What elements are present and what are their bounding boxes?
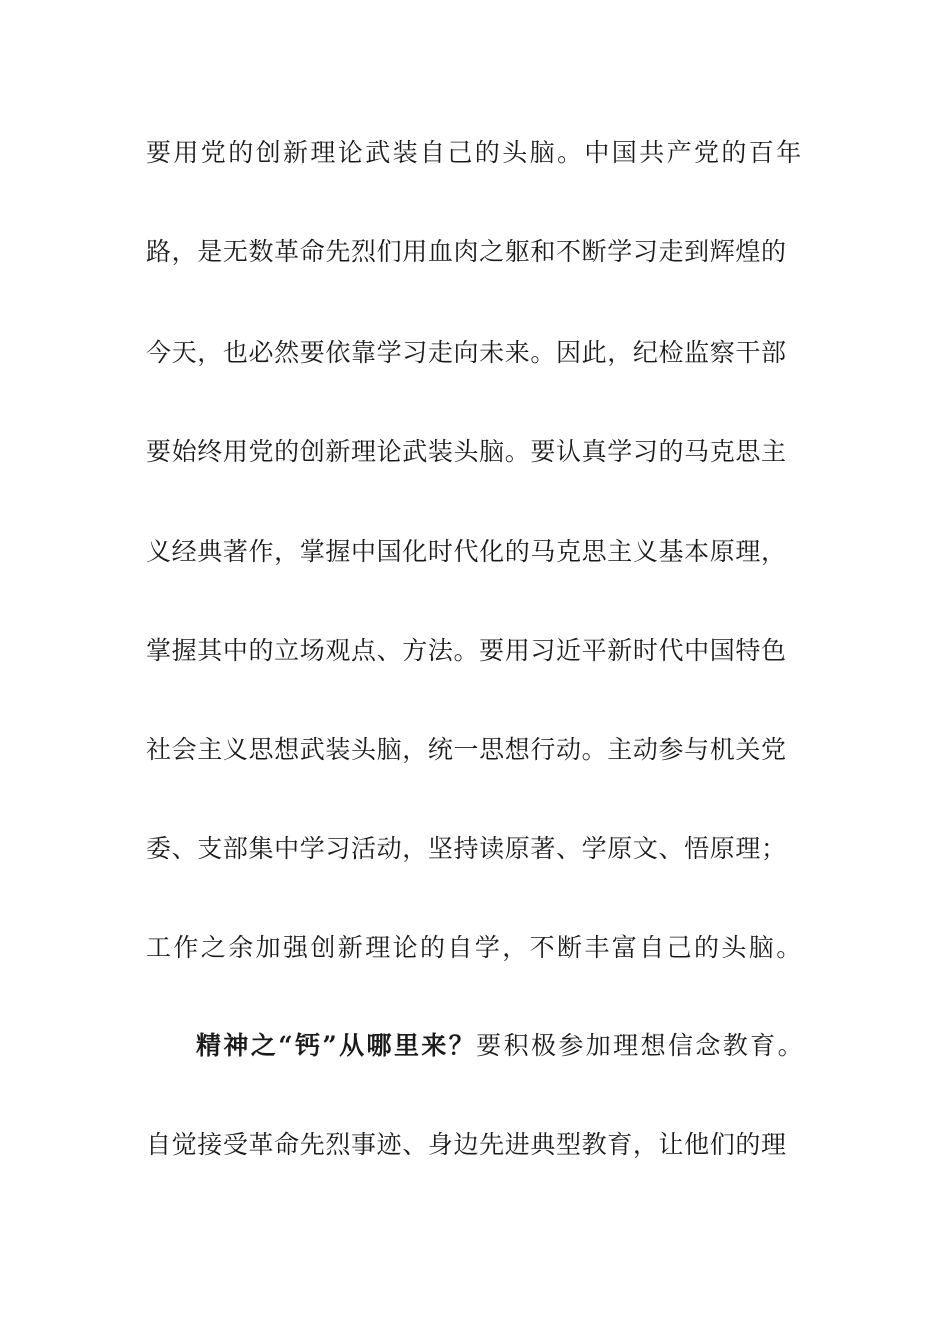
paragraph-heading: 精神之“钙”从哪里来？ — [196, 1031, 477, 1060]
paragraph-first-line — [196, 1029, 805, 1063]
text-line: 掌握其中的立场观点、方法。要用习近平新时代中国特色 — [146, 636, 786, 665]
text-line: 工作之余加强创新理论的自学，不断丰富自己的头脑。 — [146, 933, 804, 962]
paragraph-text: 要积极参加理想信念教育。 — [476, 1031, 805, 1060]
text-line: 路，是无数革命先烈们用血肉之躯和不断学习走到辉煌的 — [146, 237, 786, 266]
text-line: 自觉接受革命先烈事迹、身边先进典型教育，让他们的理 — [146, 1130, 786, 1159]
text-line: 社会主义思想武装头脑，统一思想行动。主动参与机关党 — [146, 735, 786, 764]
text-line: 义经典著作，掌握中国化时代化的马克思主义基本原理， — [146, 537, 786, 566]
text-line: 要始终用党的创新理论武装头脑。要认真学习的马克思主 — [146, 437, 786, 466]
text-line: 要用党的创新理论武装自己的头脑。中国共产党的百年 — [146, 138, 804, 167]
text-line: 委、支部集中学习活动，坚持读原著、学原文、悟原理； — [146, 834, 786, 863]
text-line: 今天，也必然要依靠学习走向未来。因此，纪检监察干部 — [146, 338, 786, 367]
